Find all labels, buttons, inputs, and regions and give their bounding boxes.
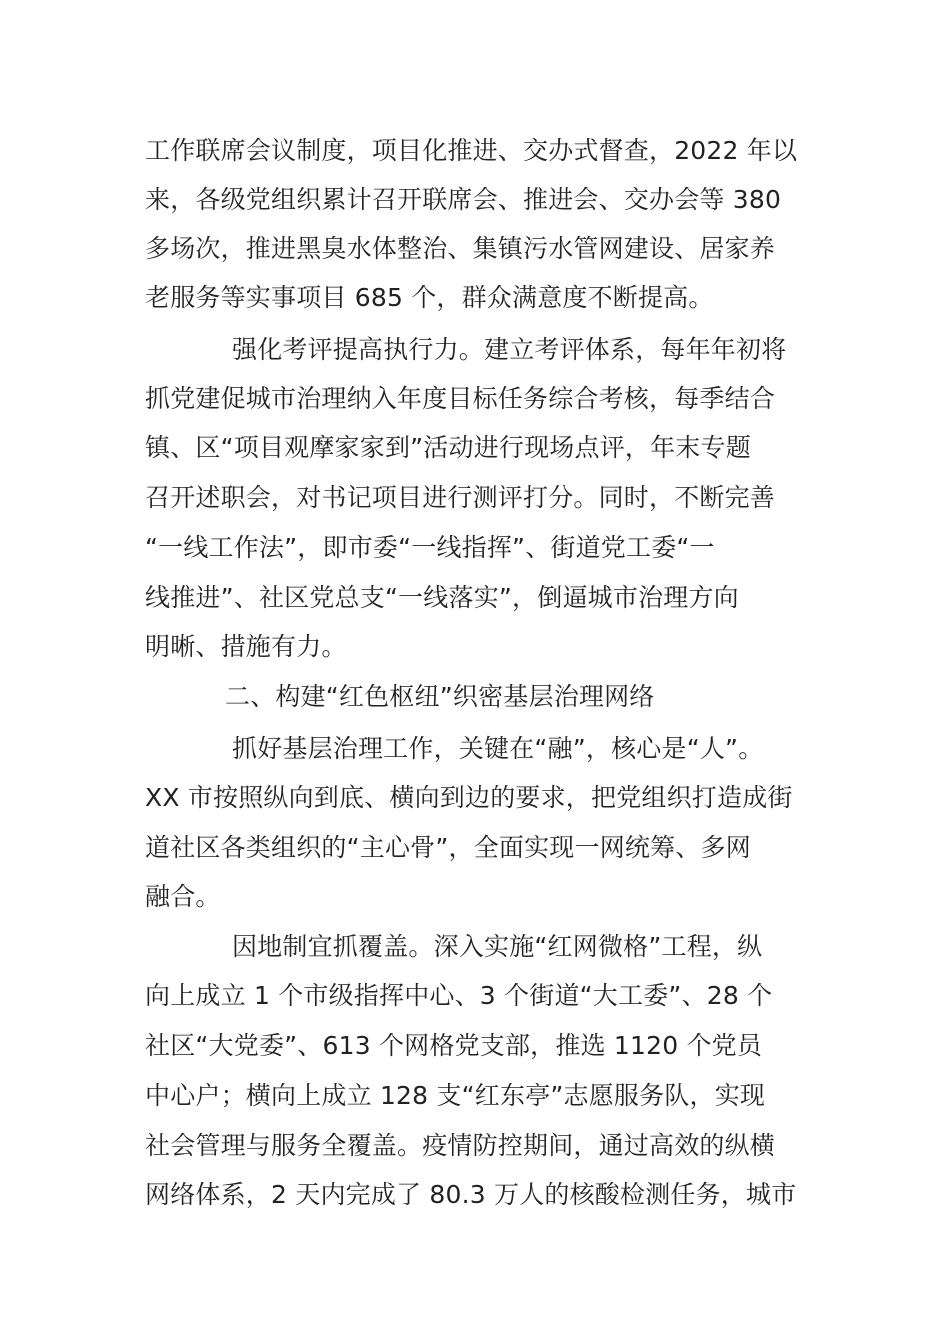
paragraph-line: 向上成立 1 个市级指挥中心、3 个街道“大工委”、28 个 (145, 981, 773, 1010)
paragraph-line: 工作联席会议制度，项目化推进、交办式督查，2022 年以 (145, 136, 798, 165)
paragraph-line: 来，各级党组织累计召开联席会、推进会、交办会等 380 (145, 185, 782, 214)
paragraph-line: 镇、区“项目观摩家家到”活动进行现场点评，年末专题 (145, 433, 751, 462)
paragraph-line: 网络体系，2 天内完成了 80.3 万人的核酸检测任务，城市 (145, 1180, 797, 1209)
paragraph-line: 因地制宜抓覆盖。深入实施“红网微格”工程，纵 (232, 932, 763, 961)
paragraph-line: XX 市按照纵向到底、横向到边的要求，把党组织打造成街 (145, 783, 793, 812)
paragraph-line: 召开述职会，对书记项目进行测评打分。同时，不断完善 (145, 483, 776, 512)
paragraph-line: 道社区各类组织的“主心骨”，全面实现一网统筹、多网 (145, 833, 751, 862)
paragraph-line: 抓党建促城市治理纳入年度目标任务综合考核，每季结合 (145, 384, 776, 413)
paragraph-line: 中心户；横向上成立 128 支“红东亭”志愿服务队，实现 (145, 1081, 766, 1110)
paragraph-line: 线推进”、社区党总支“一线落实”，倒逼城市治理方向 (145, 583, 739, 612)
section-heading: 二、构建“红色枢纽”织密基层治理网络 (225, 682, 655, 711)
paragraph-line: “一线工作法”，即市委“一线指挥”、街道党工委“一 (145, 533, 715, 562)
paragraph-line: 社区“大党委”、613 个网格党支部，推选 1120 个党员 (145, 1031, 763, 1060)
paragraph-line: 抓好基层治理工作，关键在“融”，核心是“人”。 (232, 734, 764, 763)
paragraph-line: 老服务等实事项目 685 个，群众满意度不断提高。 (145, 283, 714, 312)
paragraph-line: 强化考评提高执行力。建立考评体系，每年年初将 (232, 335, 787, 364)
paragraph-line: 社会管理与服务全覆盖。疫情防控期间，通过高效的纵横 (145, 1131, 776, 1160)
paragraph-line: 明晰、措施有力。 (145, 632, 347, 661)
paragraph-line: 融合。 (145, 882, 221, 911)
paragraph-line: 多场次，推进黑臭水体整治、集镇污水管网建设、居家养 (145, 234, 776, 263)
